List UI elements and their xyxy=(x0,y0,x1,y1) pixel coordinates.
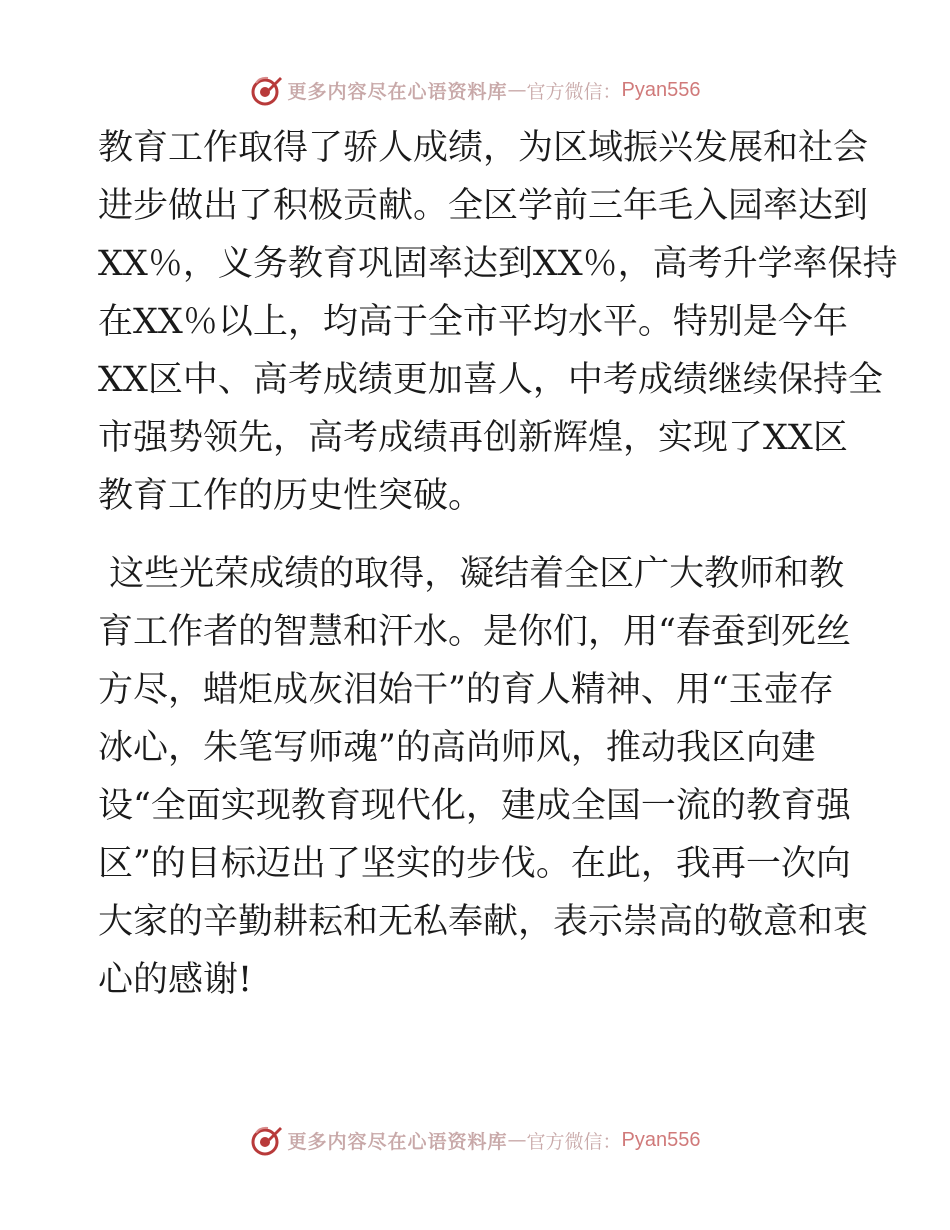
banner-wechat-label: 官方微信： xyxy=(526,80,622,103)
paragraph-line: 在XX％以上，均高于全市平均水平。特别是今年 xyxy=(98,302,848,342)
document-body xyxy=(98,119,898,1009)
pen-logo-icon xyxy=(250,73,284,107)
paragraph-line: XX区中、高考成绩更加喜人，中考成绩继续保持全 xyxy=(98,360,883,400)
banner-separator: — xyxy=(507,79,527,101)
paragraph-line: 区”的目标迈出了坚实的步伐。在此，我再一次向 xyxy=(98,844,851,884)
banner-title: 更多内容尽在心语资料库 xyxy=(287,80,508,103)
paragraph-line: 教育工作的历史性突破。 xyxy=(98,476,484,516)
paragraph-line: 冰心，朱笔写师魂”的高尚师风，推动我区向建 xyxy=(98,728,816,768)
paragraph-line: 育工作者的智慧和汗水。是你们，用“春蚕到死丝 xyxy=(98,612,851,652)
paragraph-2 xyxy=(98,545,869,1009)
paragraph-line: 市强势领先，高考成绩再创新辉煌，实现了XX区 xyxy=(98,418,848,458)
paragraph-gap xyxy=(98,525,858,545)
banner-wechat-label: 官方微信： xyxy=(526,1130,622,1153)
paragraph-line: 进步做出了积极贡献。全区学前三年毛入园率达到 xyxy=(98,186,869,226)
banner-wechat-id: Pyan556 xyxy=(621,1128,701,1151)
banner-separator: — xyxy=(507,1129,527,1151)
paragraph-line: 大家的辛勤耕耘和无私奉献，表示崇高的敬意和衷 xyxy=(98,902,869,942)
banner-wechat-id: Pyan556 xyxy=(621,78,701,101)
paragraph-line: 心的感谢! xyxy=(98,960,253,1000)
paragraph-line: 设“全面实现教育现代化，建成全国一流的教育强 xyxy=(98,786,851,826)
footer-banner xyxy=(0,1120,950,1160)
paragraph-line: 这些光荣成绩的取得，凝结着全区广大教师和教 xyxy=(98,554,845,594)
paragraph-line: XX％，义务教育巩固率达到XX％，高考升学率保持 xyxy=(98,244,898,284)
paragraph-line: 方尽，蜡炬成灰泪始干”的育人精神、用“玉壶存 xyxy=(98,670,834,710)
pen-logo-icon xyxy=(250,1123,284,1157)
paragraph-1 xyxy=(98,119,898,525)
paragraph-line: 教育工作取得了骄人成绩，为区域振兴发展和社会 xyxy=(98,128,869,168)
banner-title: 更多内容尽在心语资料库 xyxy=(287,1130,508,1153)
header-banner xyxy=(0,70,950,110)
